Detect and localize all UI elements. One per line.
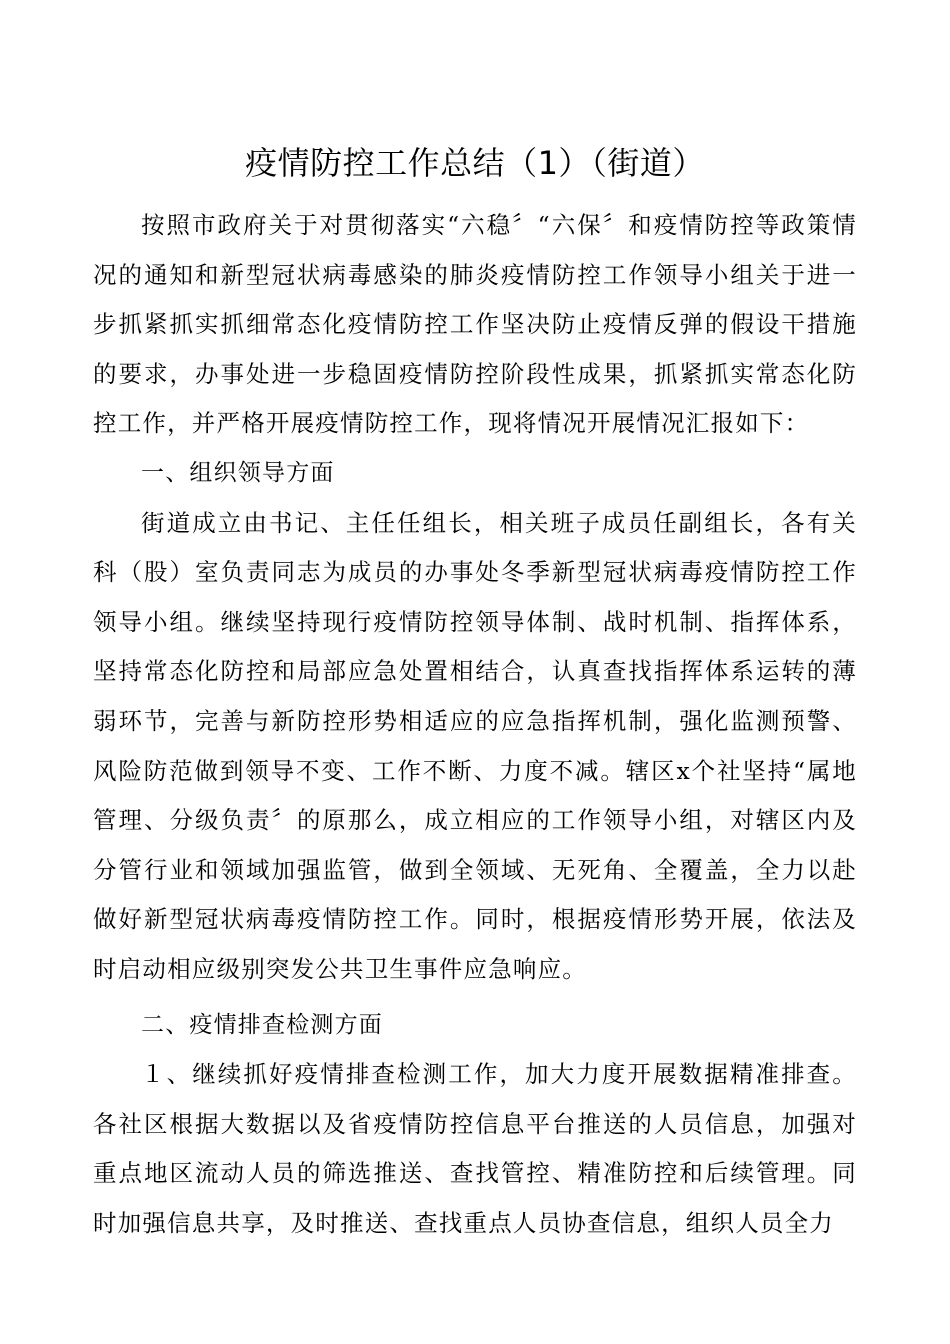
- document-title: 疫情防控工作总结（1）（街道）: [245, 144, 705, 182]
- section-heading-organization: 一、组织领导方面: [141, 459, 335, 486]
- section-paragraph-screening: １、继续抓好疫情排查检测工作，加大力度开展数据精准排查。各社区根据大数据以及省疫情防控信息平台推送的人员信息，加强对重点地区流动人员的筛选推送、查找管控、精准防控和后续管理。同时加强信息共享，及时推送、查找重点人员协查信息，组织人员全力: [93, 1060, 857, 1237]
- section-heading-screening: 二、疫情排查检测方面: [141, 1011, 383, 1038]
- intro-paragraph: 按照市政府关于对贯彻落实“六稳〞“六保〞和疫情防控等政策情况的通知和新型冠状病毒感染的肺炎疫情防控工作领导小组关于进一步抓紧抓实抓细常态化疫情防控工作坚决防止疫情反弹的假设干措施的要求，办事处进一步稳固疫情防控阶段性成果，抓紧抓实常态化防控工作，并严格开展疫情防控工作，现将情况开展情况汇报如下：: [93, 211, 857, 438]
- document-body: [93, 201, 857, 1248]
- section-paragraph-organization: 街道成立由书记、主任任组长，相关班子成员任副组长，各有关科（股）室负责同志为成员的办事处冬季新型冠状病毒疫情防控工作领导小组。继续坚持现行疫情防控领导体制、战时机制、指挥体系，坚持常态化防控和局部应急处置相结合，认真查找指挥体系运转的薄弱环节，完善与新防控形势相适应的应急指挥机制，强化监测预警、风险防范做到领导不变、工作不断、力度不减。辖区x个社坚持“属地管理、分级负责〞的原那么，成立相应的工作领导小组，对辖区内及分管行业和领域加强监管，做到全领域、无死角、全覆盖，全力以赴做好新型冠状病毒疫情防控工作。同时，根据疫情形势开展，依法及时启动相应级别突发公共卫生事件应急响应。: [93, 508, 857, 983]
